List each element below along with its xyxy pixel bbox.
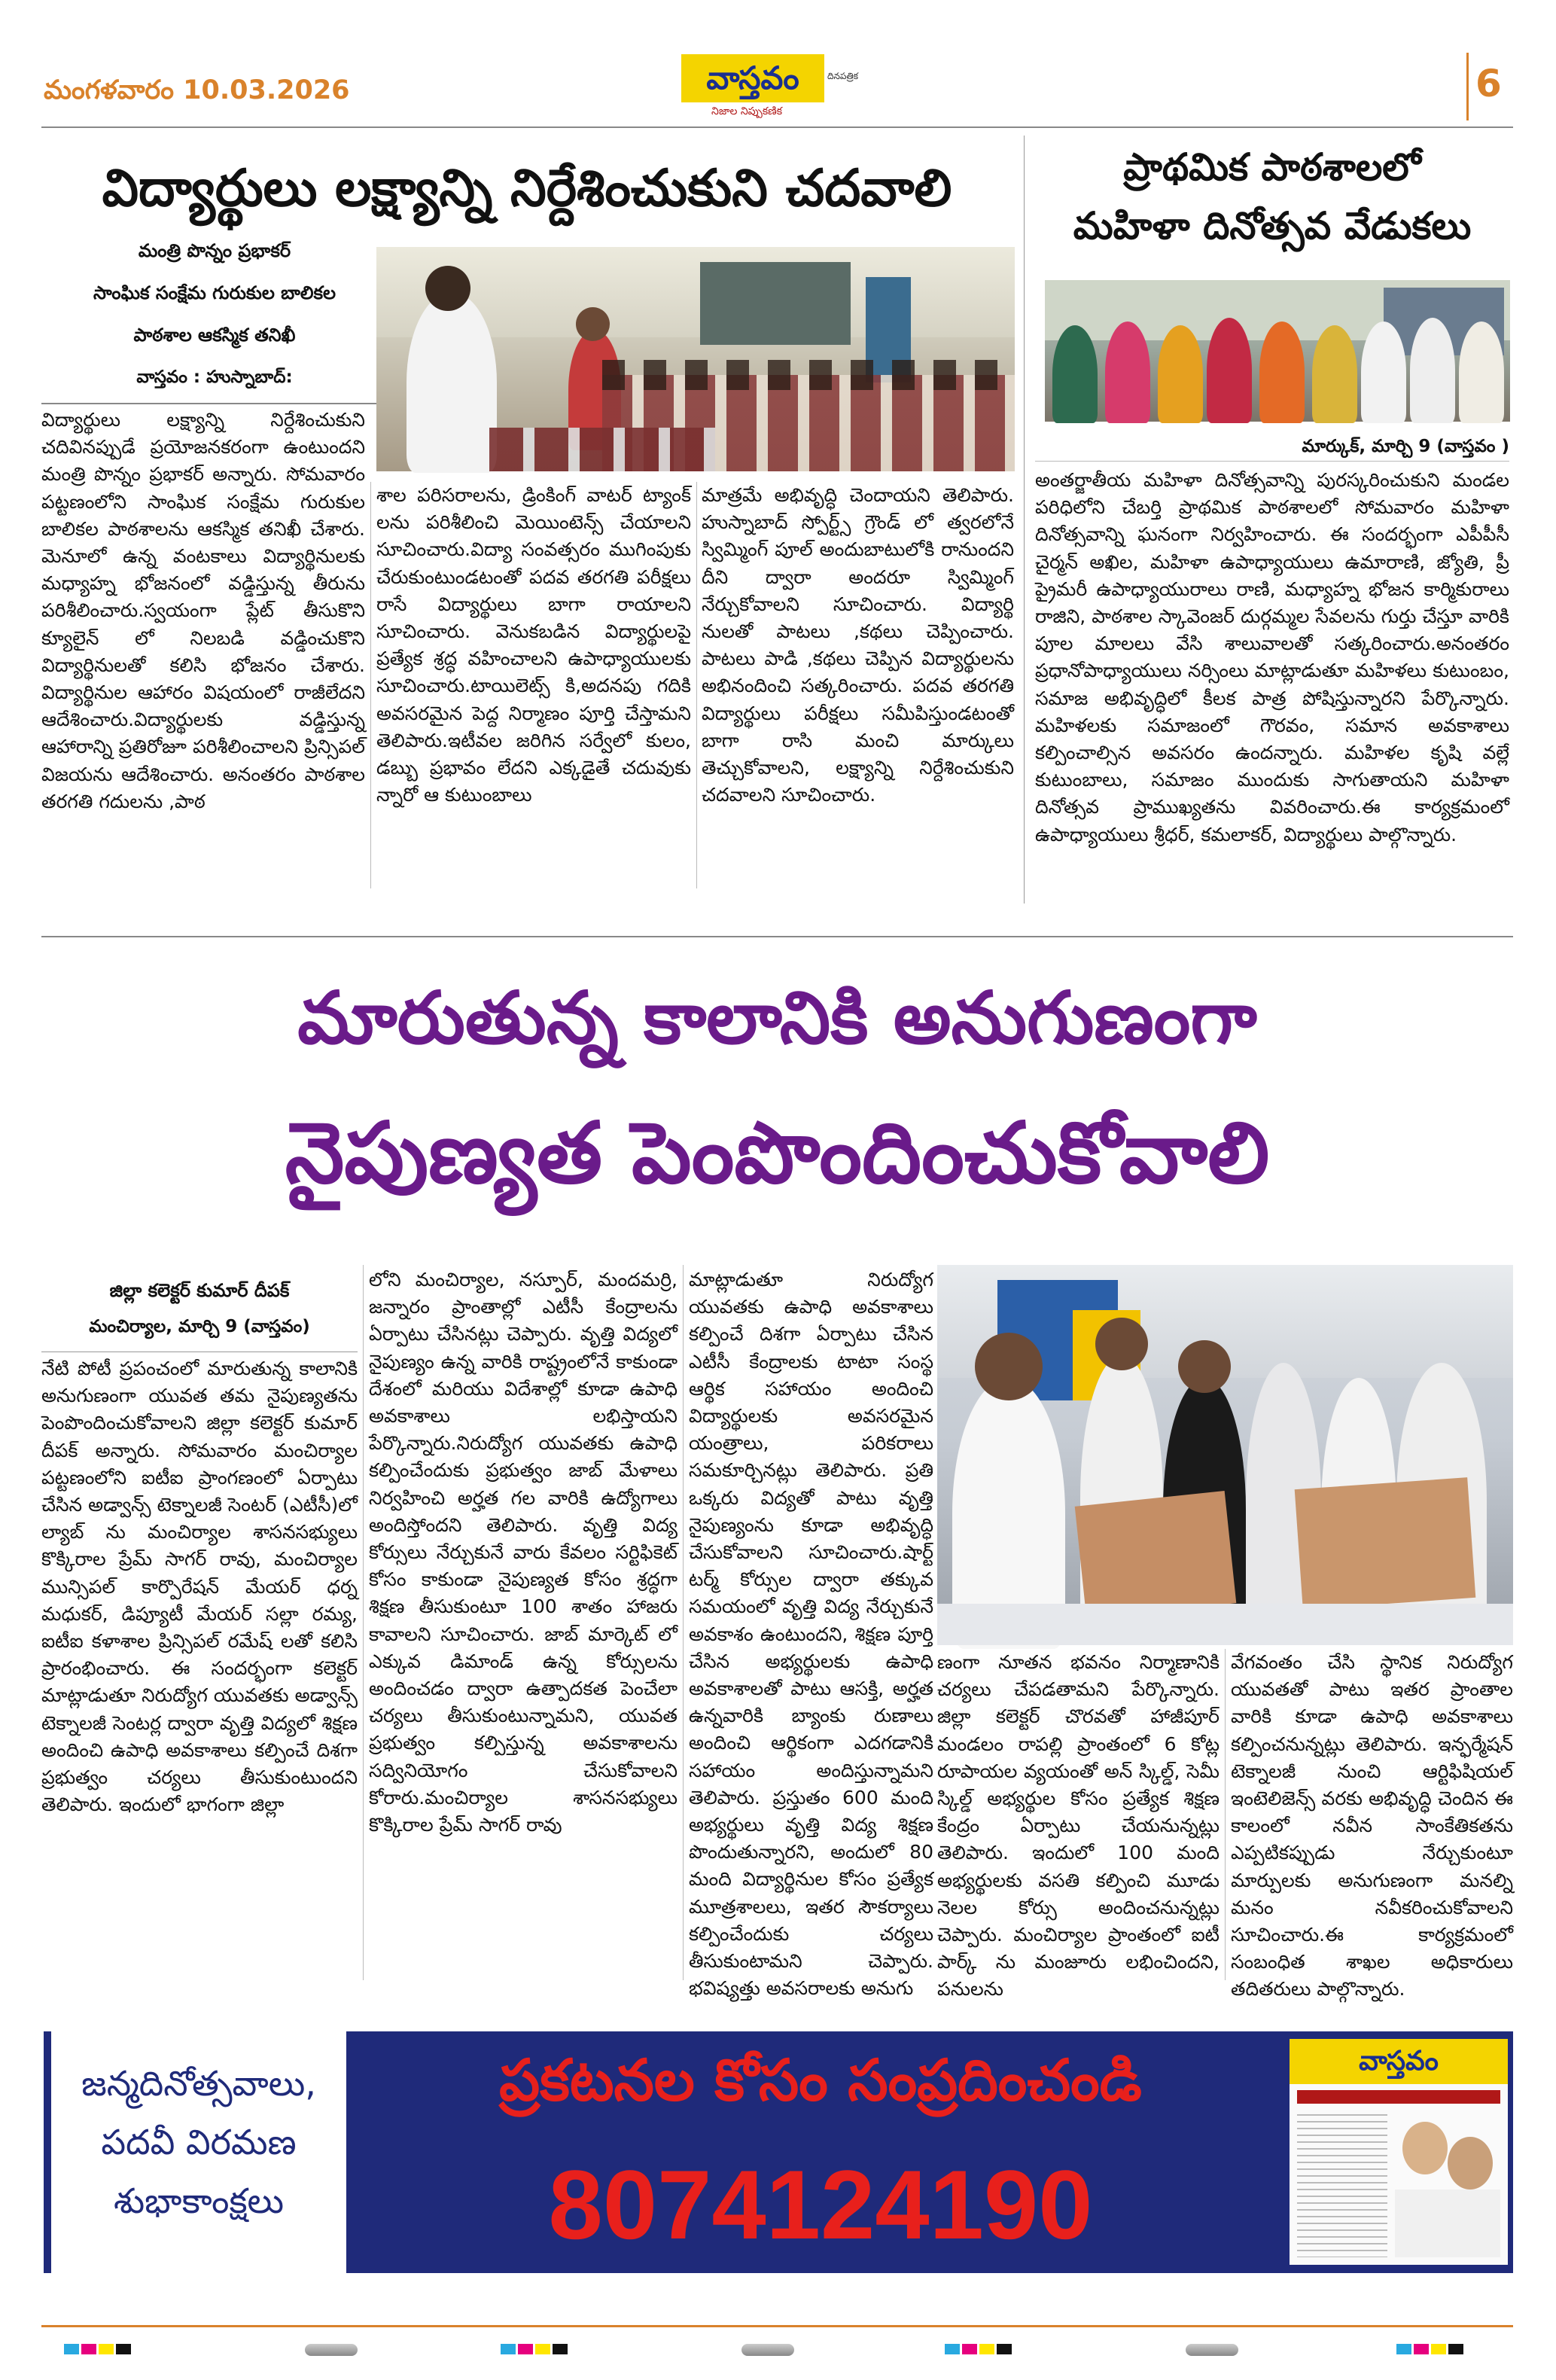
article3-headline-1: మారుతున్న కాలానికి అనుగుణంగా <box>297 976 1257 1060</box>
ad-left-line-3: శుభాకాంక్షలు <box>113 2180 285 2221</box>
article3-col1: నేటి పోటీ ప్రపంచంలో మారుతున్న కాలానికి అనుగుణంగా యువత తమ నైపుణ్యతను పెంపొందించుకోవాలని జిల్లా కలెక్టర్ కుమార్ దీపక్ అన్నారు. సోమవారం మంచిర్యాల పట్టణంలోని ఐటీఐ ప్రాంగణంలో ఏర్పాటు చేసిన అడ్వాన్స్ టెక్నాలజీ సెంటర్ (ఎటీసీ)లో ల్యాబ్ ను మంచిర్యాల శాసనసభ్యులు కొక్కిరాల ప్రేమ్ సాగర్ రావు, మంచిర్యాల మున్సిపల్ కార్పొరేషన్ మేయర్ ధర్న మధుకర్, డిప్యూటీ మేయర్ సల్లా రమ్య, ఐటీఐ కళాశాల ప్రిన్సిపల్ రమేష్ లతో కలిసి ప్రారంభించారు. ఈ సందర్భంగా కలెక్టర్ మాట్లాడుతూ నిరుద్యోగ యువతకు అడ్వాన్స్ టెక్నాలజీ సెంటర్ల ద్వారా వృత్తి విద్యలో శిక్షణ అందించి ఉపాధి అవకాశాలు కల్పించే దిశగా ప్రభుత్వం చర్యలు తీసుకుంటుందని తెలిపారు. ఇందులో భాగంగా జిల్లా <box>41 1358 358 1816</box>
article1-subhead-2: సాంఘిక సంక్షేమ గురుకుల బాలికల <box>93 282 336 303</box>
registration-marks-2 <box>501 2344 570 2354</box>
page-date: మంగళవారం 10.03.2026 <box>44 75 350 105</box>
ad-center-title: ప్రకటనల కోసం సంప్రదించండి <box>499 2046 1142 2113</box>
masthead-logo: వాస్తవం <box>681 54 824 102</box>
article3-dateline: మంచిర్యాల, మార్చి 9 (వాస్తవం) <box>89 1317 310 1336</box>
registration-marks-4 <box>1396 2344 1466 2354</box>
article1-dateline: వాస్తవం : హుస్నాబాద్: <box>136 367 293 387</box>
article1-rule <box>41 403 384 404</box>
page-number: 6 <box>1475 62 1502 105</box>
article2-headline-1: ప్రాథమిక పాఠశాలలో <box>1123 145 1421 189</box>
ad-banner[interactable] <box>44 2031 1513 2273</box>
ad-left-line-2: పదవీ విరమణ <box>101 2122 297 2162</box>
article1-subhead-3: పాఠశాల ఆకస్మిక తనిఖీ <box>133 325 296 346</box>
article3-photo-lab <box>937 1265 1513 1645</box>
page-number-divider <box>1466 53 1469 120</box>
registration-pill-1 <box>305 2344 358 2356</box>
article1-col3: మాత్రమే అభివృద్ధి చెందాయని తెలిపారు. హుస్నాబాద్ స్పోర్ట్స్ గ్రౌండ్ లో త్వరలోనే స్విమ్మింగ్ పూల్ అందుబాటులోకి రానుందని దీని ద్వారా అందరూ స్విమ్మింగ్ నేర్చుకోవాలని సూచించారు. విద్యార్థి నులతో పాటలు ,కథలు చెప్పించారు. పాటలు పాడి ,కథలు చెప్పిన విద్యార్థులను అభినందించి సత్కరించారు. పదవ తరగతి విద్యార్థులు పరీక్షలు సమీపిస్తుండటంతో బాగా రాసి మంచి మార్కులు తెచ్చుకోవాలని, లక్ష్యాన్ని నిర్దేశించుకుని చదవాలని సూచించారు. <box>702 484 1014 806</box>
article3-headline-2: నైపుణ్యత పెంపొందించుకోవాలి <box>285 1105 1270 1202</box>
article2-divider <box>1024 136 1025 904</box>
article2-body: అంతర్జాతీయ మహిళా దినోత్సవాన్ని పురస్కరించుకుని మండల పరిధిలోని చేబర్తి ప్రాథమిక పాఠశాలలో సోమవారం మహిళా దినోత్సవాన్ని ఘనంగా నిర్వహించారు. ఈ సందర్భంగా ఎపీపీసీ చైర్మన్ అఖిల, మహిళా ఉపాధ్యాయులు ఉమారాణి, జ్యోతి, ప్రీ ప్రైమరీ ఉపాధ్యాయురాలు రాణి, మధ్యాహ్న భోజన కార్మికురాలు రాజిని, పాఠశాల స్కావెంజర్ దుర్గమ్మల సేవలను గుర్తు చేస్తూ వారికి పూల మాలలు వేసి శాలువాలతో సత్కరించారు.అనంతరం ప్రధానోపాధ్యాయులు నర్సింలు మాట్లాడుతూ మహిళలు కుటుంబం, సమాజ అభివృద్ధిలో కీలక పాత్ర పోషిస్తున్నారని పేర్కొన్నారు. మహిళలకు సమాజంలో గౌరవం, సమాన అవకాశాలు కల్పించాల్సిన అవసరం ఉందన్నారు. మహిళల కృషి వల్లే కుటుంబాలు, సమాజం ముందుకు సాగుతాయని మహిళా దినోత్సవ ప్రాముఖ్యతను వివరించారు.ఈ కార్యక్రమంలో ఉపాధ్యాయులు శ్రీధర్, కమలాకర్, విద్యార్థులు పాల్గొన్నారు. <box>1035 469 1509 846</box>
article2-headline-2: మహిళా దినోత్సవ వేడుకలు <box>1073 204 1472 248</box>
article1-photo-classroom <box>376 247 1015 471</box>
masthead-side: దినపత్రిక <box>827 71 859 81</box>
registration-marks-1 <box>64 2344 133 2354</box>
masthead[interactable] <box>681 54 873 123</box>
ad-newspaper-thumb <box>1290 2039 1508 2265</box>
article2-photo-womens-day <box>1045 280 1510 422</box>
ad-left-line-1: జన్మదినోత్సవాలు, <box>81 2063 316 2104</box>
article3-col5: వేగవంతం చేసి స్థానిక నిరుద్యోగ యువతతో పాటు ఇతర ప్రాంతాల వారికి కూడా ఉపాధి అవకాశాలు కల్పించనున్నట్లు తెలిపారు. ఇన్ఫర్మేషన్ టెక్నాలజీ నుంచి ఆర్టిఫిషియల్ ఇంటెలిజెన్స్ వరకు అభివృద్ధి చెందిన ఈ కాలంలో నవీన సాంకేతికతను ఎప్పటికప్పుడు నేర్చుకుంటూ మార్పులకు అనుగుణంగా మనల్ని మనం నవీకరించుకోవాలని సూచించారు.ఈ కార్యక్రమంలో సంబంధిత శాఖల అధికారులు తదితరులు పాల్గొన్నారు. <box>1231 1651 1513 2001</box>
article1-headline: విద్యార్థులు లక్ష్యాన్ని నిర్దేశించుకుని చదవాలి <box>102 159 952 218</box>
article3-col2: లోని మంచిర్యాల, నస్పూర్, మందమర్రి, జన్నారం ప్రాంతాల్లో ఎటీసీ కేంద్రాలను ఏర్పాటు చేసినట్లు చెప్పారు. వృత్తి విద్యలో నైపుణ్యం ఉన్న వారికి రాష్ట్రంలోనే కాకుండా దేశంలో మరియు విదేశాల్లో కూడా ఉపాధి అవకాశాలు లభిస్తాయని పేర్కొన్నారు.నిరుద్యోగ యువతకు ఉపాధి కల్పించేందుకు ప్రభుత్వం జాబ్ మేళాలు నిర్వహించి అర్హత గల వారికి ఉద్యోగాలు అందిస్తోందని తెలిపారు. వృత్తి విద్య కోర్సులు నేర్చుకునే వారు కేవలం సర్టిఫికెట్ కోసం కాకుండా నైపుణ్యత కోసం శ్రద్ధగా శిక్షణ తీసుకుంటూ 100 శాతం హాజరు కావాలని సూచించారు. జాబ్ మార్కెట్ లో ఎక్కువ డిమాండ్ ఉన్న కోర్సులను అందించడం ద్వారా ఉత్పాదకత పెంచేలా చర్యలు తీసుకుంటున్నామని, యువత ప్రభుత్వం కల్పిస్తున్న అవకాశాలను సద్వినియోగం చేసుకోవాలని కోరారు.మంచిర్యాల శాసనసభ్యులు కొక్కిరాల ప్రేమ్ సాగర్ రావు <box>369 1269 678 1836</box>
registration-pill-3 <box>1186 2344 1238 2356</box>
ad-phone-number[interactable]: 8074124190 <box>548 2150 1093 2260</box>
article3-col3: మాట్లాడుతూ నిరుద్యోగ యువతకు ఉపాధి అవకాశాలు కల్పించే దిశగా ఏర్పాటు చేసిన ఎటీసీ కేంద్రాలకు టాటా సంస్థ ఆర్థిక సహాయం అందించి విద్యార్థులకు అవసరమైన యంత్రాలు, పరికరాలు సమకూర్చినట్లు తెలిపారు. ప్రతి ఒక్కరు విద్యతో పాటు వృత్తి నైపుణ్యంను కూడా అభివృద్ధి చేసుకోవాలని సూచించారు.షార్ట్ టర్మ్ కోర్సుల ద్వారా తక్కువ సమయంలో వృత్తి విద్య నేర్చుకునే అవకాశం ఉంటుందని, శిక్షణ పూర్తి చేసిన అభ్యర్థులకు ఉపాధి అవకాశాలతో పాటు ఆసక్తి, అర్హత ఉన్నవారికి బ్యాంకు రుణాలు అందించి ఆర్థికంగా ఎదగడానికి సహాయం అందిస్తున్నామని తెలిపారు. ప్రస్తుతం 600 మంది అభ్యర్థులు వృత్తి విద్య శిక్షణ పొందుతున్నారని, అందులో 80 మంది విద్యార్థినుల కోసం ప్రత్యేక మూత్రశాలలు, ఇతర సౌకర్యాలు కల్పించేందుకు చర్యలు తీసుకుంటామని చెప్పారు. భవిష్యత్తు అవసరాలకు అనుగు <box>689 1269 933 2000</box>
header-rule <box>41 126 1513 128</box>
ad-paper-logo: వాస్తవం <box>1290 2039 1508 2084</box>
article2-dateline: మార్కుక్, మార్చి 9 (వాస్తవం ) <box>1302 437 1509 456</box>
article1-col1: విద్యార్థులు లక్ష్యాన్ని నిర్దేశించుకుని చదివినప్పుడే ప్రయోజనకరంగా ఉంటుందని మంత్రి పొన్నం ప్రభాకర్ అన్నారు. సోమవారం పట్టణంలోని సాంఘిక సంక్షేమ గురుకుల బాలికల పాఠశాలను ఆకస్మిక తనిఖీ చేశారు. మెనూలో ఉన్న వంటకాలు విద్యార్థినులకు మధ్యాహ్న భోజనంలో వడ్డిస్తున్న తీరును పరిశీలించారు.స్వయంగా ప్లేట్ తీసుకొని క్యూలైన్ లో నిలబడి వడ్డించుకొని విద్యార్థినులతో కలిసి భోజనం చేశారు. విద్యార్థినుల ఆహారం విషయంలో రాజీలేదని ఆదేశించారు.విద్యార్థులకు వడ్డిస్తున్న ఆహారాన్ని ప్రతిరోజూ పరిశీలించాలని ప్రిన్సిపల్ విజయను ఆదేశించారు. అనంతరం పాఠశాల తరగతి గదులను ,పాఠ <box>41 409 365 812</box>
article3-col4: ణంగా నూతన భవనం నిర్మాణానికి చర్యలు చేపడతామని పేర్కొన్నారు. జిల్లా కలెక్టర్ చొరవతో హాజీపూర్ మండలం రాపల్లి ప్రాంతంలో 6 కోట్ల రూపాయల వ్యయంతో అన్ స్కిల్డ్, సెమీ స్కిల్డ్ అభ్యర్థుల కోసం ప్రత్యేక శిక్షణ కేంద్రం ఏర్పాటు చేయనున్నట్లు తెలిపారు. ఇందులో 100 మంది అభ్యర్థులకు వసతి కల్పించి మూడు నెలల కోర్సు అందించనున్నట్లు చెప్పారు. మంచిర్యాల ప్రాంతంలో ఐటీ పార్క్ ను మంజూరు లభించిందని, పనులను <box>937 1651 1220 2001</box>
article1-subhead-1: మంత్రి పొన్నం ప్రభాకర్ <box>138 240 291 261</box>
section-rule <box>41 936 1513 937</box>
registration-pill-2 <box>741 2344 794 2356</box>
masthead-tagline: నిజాల నిప్పుకణిక <box>711 105 783 117</box>
footer-rule <box>41 2325 1513 2327</box>
registration-marks-3 <box>945 2344 1014 2354</box>
article1-col2: శాల పరిసరాలను, డ్రింకింగ్ వాటర్ ట్యాంక్ లను పరిశీలించి మెయింటెన్స్ చేయాలని సూచించారు.విద్యా సంవత్సరం ముగింపుకు చేరుకుంటుండటంతో పదవ తరగతి పరీక్షలు రాసే విద్యార్థులు బాగా రాయాలని సూచించారు. వెనుకబడిన విద్యార్థులపై ప్రత్యేక శ్రద్ధ వహించాలని ఉపాధ్యాయులకు సూచించారు.టాయిలెట్స్ కి,అదనపు గదికి అవసరమైన పెద్ద నిర్మాణం పూర్తి చేస్తామని తెలిపారు.ఇటీవల జరిగిన సర్వేలో కులం, డబ్బు ప్రభావం లేదని ఎక్కడైతే చదువుకు న్నారో ఆ కుటుంబాలు <box>376 484 691 806</box>
article3-byline: జిల్లా కలెక్టర్ కుమార్ దీపక్ <box>109 1280 290 1301</box>
